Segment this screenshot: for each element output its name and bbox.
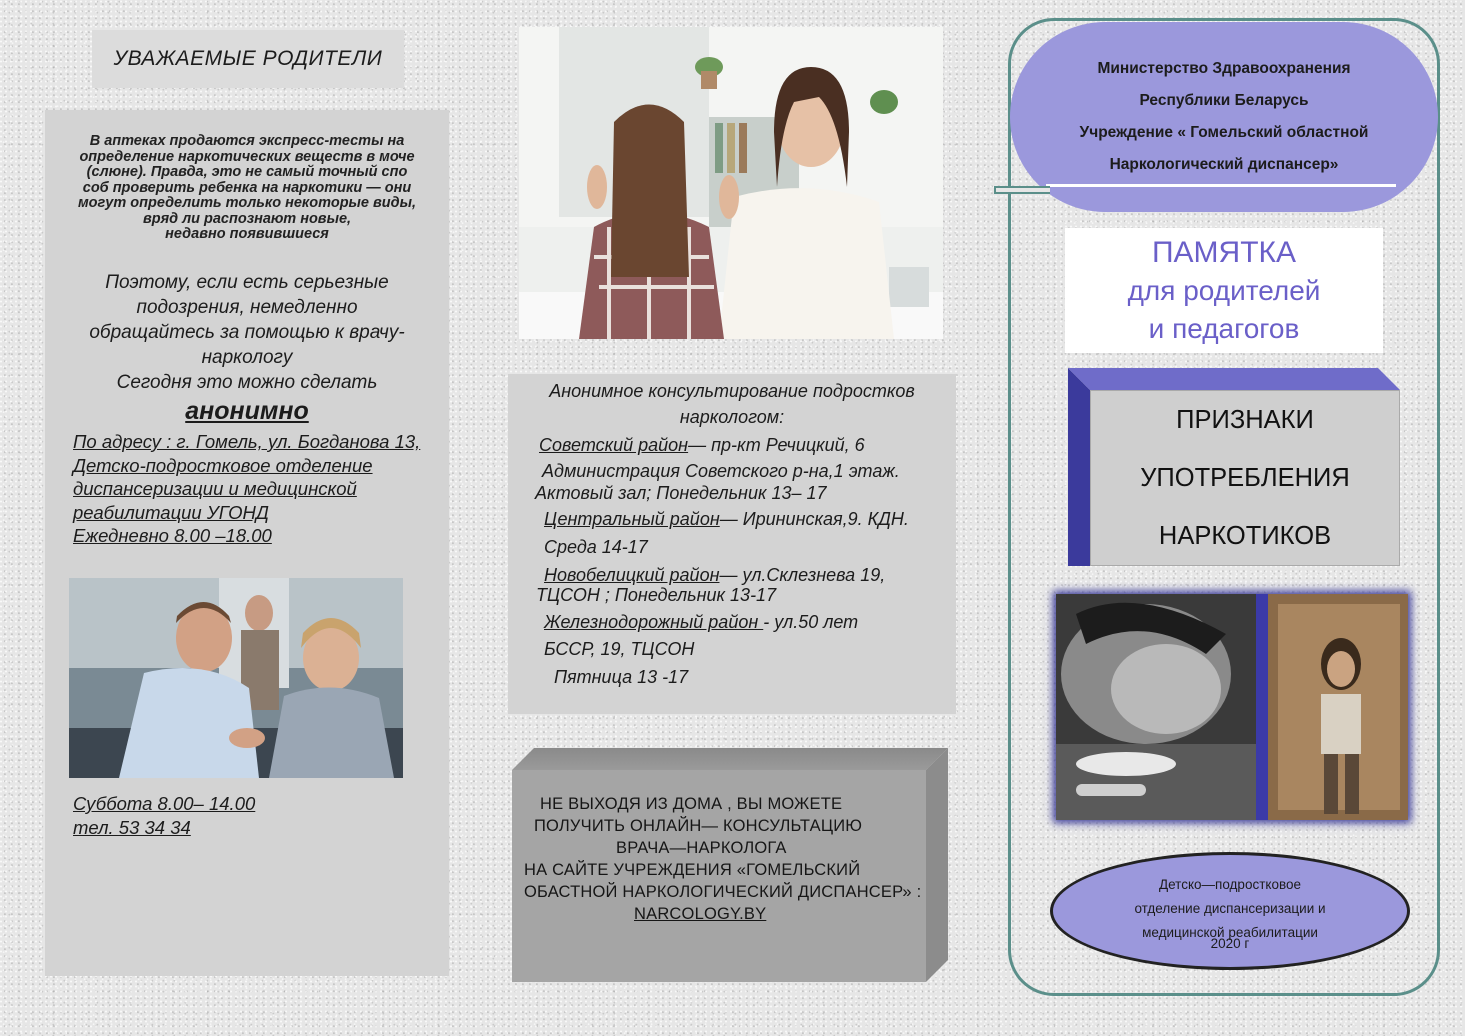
district-address: — Ирининская,9. КДН. (719, 509, 909, 529)
district-hours: ТЦСОН ; Понедельник 13-17 (536, 585, 777, 605)
saturday-line: Суббота 8.00– 14.00 (73, 793, 256, 814)
district-address: — пр-кт Речицкий, 6 (688, 435, 865, 455)
page-title: УВАЖАЕМЫЕ РОДИТЕЛИ (92, 30, 404, 88)
advice-text (59, 270, 435, 428)
consultation-photo (519, 27, 943, 339)
text-line: УПОТРЕБЛЕНИЯ (1140, 464, 1350, 492)
online-consultation-box (512, 770, 926, 982)
clinic-address (73, 430, 443, 548)
consultation-schedule (508, 374, 956, 714)
saturday-hours (73, 792, 403, 840)
text-line: реабилитации УГОНД (73, 501, 269, 523)
text-line: Ежедневно 8.00 –18.00 (73, 525, 272, 546)
phone-number: тел. 53 34 34 (73, 817, 191, 838)
text-line: подозрения, немедленно (136, 297, 358, 318)
parents-info-panel (45, 110, 449, 976)
consultation-header (528, 378, 936, 430)
department-oval (1050, 852, 1410, 970)
text-line: Сегодня это можно сделать (116, 372, 378, 393)
text-line: НЕ ВЫХОДЯ ИЗ ДОМА , ВЫ МОЖЕТЕ (540, 795, 843, 813)
anonymous-emphasis: анонимно (185, 397, 309, 425)
sovetsky-entry (539, 432, 865, 458)
text-line: наркологу (201, 347, 293, 368)
text-line: для родителей (1127, 274, 1321, 306)
text-line: Анонимное консультирование подростков (549, 381, 915, 401)
text-line: диспансеризации и медицинской (73, 478, 357, 499)
district-address: БССР, 19, ТЦСОН (544, 639, 695, 659)
text-line: ВРАЧА—НАРКОЛОГА (616, 839, 787, 857)
text-line: медицинской реабилитации (1142, 924, 1318, 940)
family-photo (69, 578, 403, 778)
text-line: наркологом: (679, 407, 785, 427)
text-line: ПРИЗНАКИ (1176, 406, 1314, 434)
text-line: ОБАСТНОЙ НАРКОЛОГИЧЕСКИЙ ДИСПАНСЕР» : (524, 883, 922, 901)
text-line: определение наркотических веществ в моче (79, 148, 415, 165)
year: 2020 г (1210, 935, 1250, 951)
drug-use-signs-heading (1090, 390, 1400, 566)
website-link[interactable]: NARCOLOGY.BY (634, 905, 767, 923)
text-line: НАРКОТИКОВ (1158, 522, 1332, 550)
text-line: соб проверить ребенка на наркотики — они (82, 179, 412, 196)
district-address: - ул.50 лет (763, 612, 859, 632)
central-entry (544, 506, 909, 532)
text-line: могут определить только некоторые виды, (77, 195, 417, 211)
district-hours: Пятница 13 -17 (554, 667, 689, 687)
text-line: Учреждение « Гомельский областной (1079, 124, 1369, 141)
text-line: отделение диспансеризации и (1134, 900, 1326, 916)
frame-tab (994, 186, 1050, 194)
text-line: Министерство Здравоохранения (1097, 60, 1351, 77)
text-line: вряд ли распознают новые, (142, 210, 352, 227)
text-line: недавно появившиеся (165, 226, 329, 242)
text-line: Республики Беларусь (1139, 92, 1309, 109)
text-line: Детско-подростковое отделение (73, 454, 373, 476)
express-tests-text (59, 134, 435, 243)
district-name: Железнодорожный район (544, 612, 764, 632)
text-line: Детско—подростковое (1158, 876, 1301, 892)
online-box-side-bevel (926, 748, 948, 982)
district-note: Администрация Советского р-на,1 этаж. (542, 461, 900, 481)
text-line: НА САЙТЕ УЧРЕЖДЕНИЯ «ГОМЕЛЬСКИЙ (524, 861, 861, 879)
signs-box-top-bevel (1068, 368, 1400, 390)
text-line: Поэтому, если есть серьезные (105, 272, 389, 293)
text-line: (слюне). Правда, это не самый точный спо (86, 164, 408, 180)
addiction-photo (1056, 594, 1408, 820)
text-line: обращайтесь за помощью к врачу- (89, 322, 405, 343)
district-name: Новобелицкий район (544, 565, 720, 585)
divider (1046, 184, 1396, 187)
text-line: Наркологический диспансер» (1109, 156, 1339, 173)
text-line: и педагогов (1148, 312, 1300, 344)
online-box-top-bevel (512, 748, 948, 770)
district-name: Центральный район (544, 509, 720, 529)
memo-title (1065, 228, 1383, 353)
memo-heading: ПАМЯТКА (1151, 235, 1297, 269)
text-line: ПОЛУЧИТЬ ОНЛАЙН— КОНСУЛЬТАЦИЮ (534, 817, 863, 835)
text-line: В аптеках продаются экспресс-тесты на (89, 133, 405, 149)
district-hours: Актовый зал; Понедельник 13– 17 (535, 483, 827, 503)
district-address: — ул.Склезнева 19, (719, 565, 886, 585)
signs-box-side-bevel (1068, 368, 1090, 566)
district-name: Советский район (539, 435, 689, 455)
district-hours: Среда 14-17 (544, 537, 648, 557)
zheleznodorozhny-entry (544, 609, 858, 635)
text-line: По адресу : г. Гомель, ул. Богданова 13, (73, 431, 421, 452)
